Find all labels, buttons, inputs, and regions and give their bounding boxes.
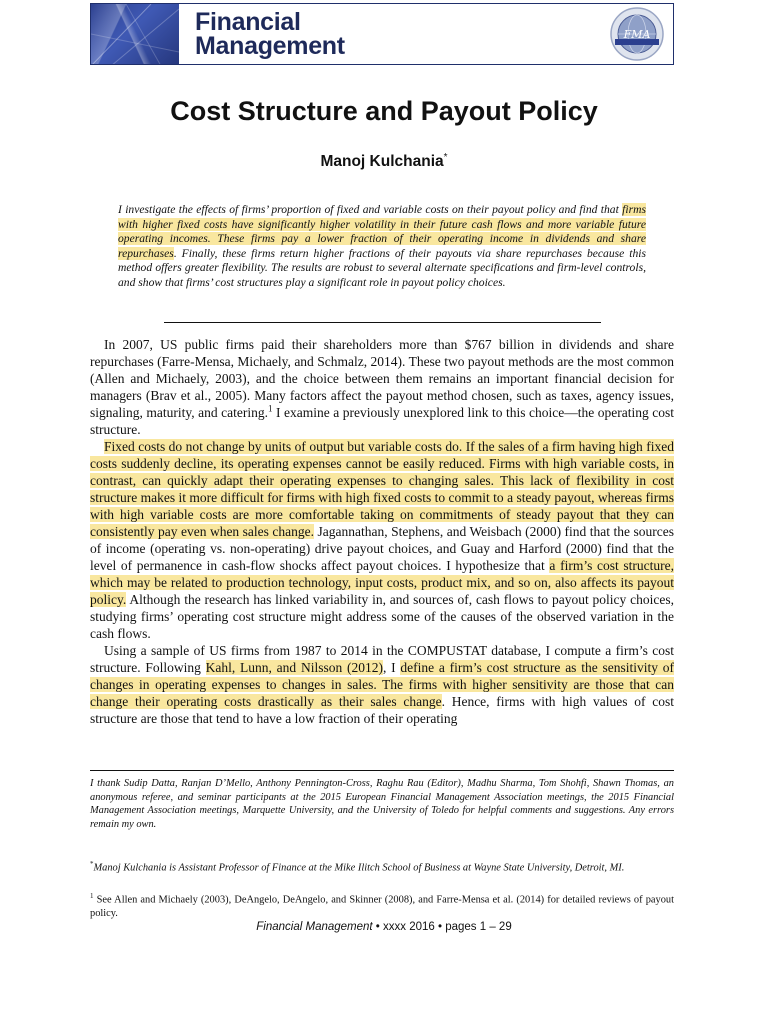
fma-logo [601,4,673,64]
footnote-1-text: See Allen and Michaely (2003), DeAngelo, DeAngelo, and Skinner (2008), and Farre-Mensa et al. (2014) for detailed reviews of payout policy. [90,894,674,919]
journal-title [179,4,345,64]
affiliation-text: Manoj Kulchania is Assistant Professor of Finance at the Mike Ilitch School of Business at Wayne State University, Detroit, MI. [93,862,625,874]
author-footnote-mark: * [443,152,448,163]
journal-title-line2: Management [195,32,345,60]
acknowledgments-footnote: I thank Sudip Datta, Ranjan D’Mello, Anthony Pennington-Cross, Raghu Rau (Editor), Madhu Sharma, Tom Shohfi, Shawn Thomas, an anonymous referee, and seminar participants at the 2015 European Financial Management Association meetings, the 2015 Financial Management Association meetings, Marquette University, and the University of Toledo for helpful comments and suggestions. Any errors remain my own. [90,778,674,830]
running-footer [0,921,768,933]
journal-title-line1: Financial [195,8,301,36]
fma-globe-icon [607,5,667,63]
abstract-text-2: . Finally, these firms return higher fractions of their payouts via share repurchases because this method offers greater flexibility. The results are robust to several alternate specifications and firm-level controls, and show that firms’ cost structures play a significant role in payout policy choices. [118,246,646,289]
author-affiliation-footnote [90,858,674,875]
paragraph-1 [90,336,674,438]
paragraph-1-text-a: In 2007, US public firms paid their shareholders more than $767 billion in dividends and share repurchases (Farre-Mensa, Michaely, and Schmalz, 2014). These two payout methods are the most common (Allen and Michaely, 2003), and the choice between them remains an important financial decision for managers (Brav et al., 2005). Many factors affect the payout method chosen, such as taxes, agency issues, signaling, maturity, and catering. [90,337,674,420]
paragraph-2 [90,438,674,642]
banner-lines-graphic [91,4,179,64]
paragraph-3-text-1: Using a sample of US firms from 1987 to 2014 in the COMPUSTAT database, I compute a firm’s cost structure. Following [90,643,674,675]
author-line [0,152,768,171]
paragraph-3-highlight-citation: Kahl, Lunn, and Nilsson (2012) [205,660,383,675]
footnote-ref-1[interactable]: 1 [267,403,273,414]
footer-journal-name: Financial Management [256,921,373,933]
paragraph-3-text-2: , I [382,660,401,675]
paper-title: Cost Structure and Payout Policy [170,96,598,126]
footnote-divider [90,770,674,771]
paragraph-3-text-3: . Hence, firms with high values of cost structure are those that tend to have a low fraction of their operating [90,694,674,726]
paragraph-2-highlight-1: Fixed costs do not change by units of output but variable costs do. If the sales of a firm having high fixed costs suddenly decline, its operating expenses cannot be easily reduced. Firms with high variable costs, in contrast, can quickly adapt their operating expenses to changing sales. This lack of flexibility in cost structure makes it more difficult for firms with high fixed costs to commit to a steady payout, whereas firms with high variable costs are more comfortable taking on commitments of steady payout that they can consistently pay even when sales change. [90,439,674,539]
body-text [90,336,674,727]
paragraph-3-highlight-definition: define a firm’s cost structure as the sensitivity of changes in operating expenses to changes in sales. The firms with higher sensitivity are those that can change their operating costs drastically as their sales change [90,660,674,709]
paragraph-3 [90,642,674,727]
paragraph-2-text-1: Jagannathan, Stephens, and Weisbach (2000) find that the sources of income (operating vs. non-operating) drive payout choices, and Guay and Harford (2000) find that the level of permanence in cash-flow shocks affect payout choices. I hypothesize that [90,524,674,573]
abstract-highlight: firms with higher fixed costs have significantly higher volatility in their future cash flows and more variable future operating incomes. These firms pay a lower fraction of their operating income in dividends and share repurchases [118,203,646,260]
footer-issue-pages: • xxxx 2016 • pages 1 – 29 [372,921,512,933]
footnote-1 [90,890,674,920]
banner-graphic [91,4,179,64]
paragraph-1-text-b: I examine a previously unexplored link to this choice—the operating cost structure. [90,405,674,437]
affiliation-mark: * [90,860,94,868]
journal-banner [90,3,674,65]
paragraph-2-text-2: Although the research has linked variability in, and sources of, cash flows to payout policy choices, studying firms’ operating cost structure might address some of the causes of the observed variation in the cash flows. [90,592,674,641]
paragraph-2-highlight-2: a firm’s cost structure, which may be related to production technology, input costs, product mix, and so on, also affects its payout policy. [90,558,675,607]
author-name: Manoj Kulchania [320,153,444,171]
abstract-text-1: I investigate the effects of firms’ proportion of fixed and variable costs on their payout policy and find that [118,203,623,216]
abstract [118,203,646,291]
footnote-1-mark: 1 [90,892,94,900]
abstract-divider [164,322,601,323]
logo-text: FMA [623,28,651,41]
